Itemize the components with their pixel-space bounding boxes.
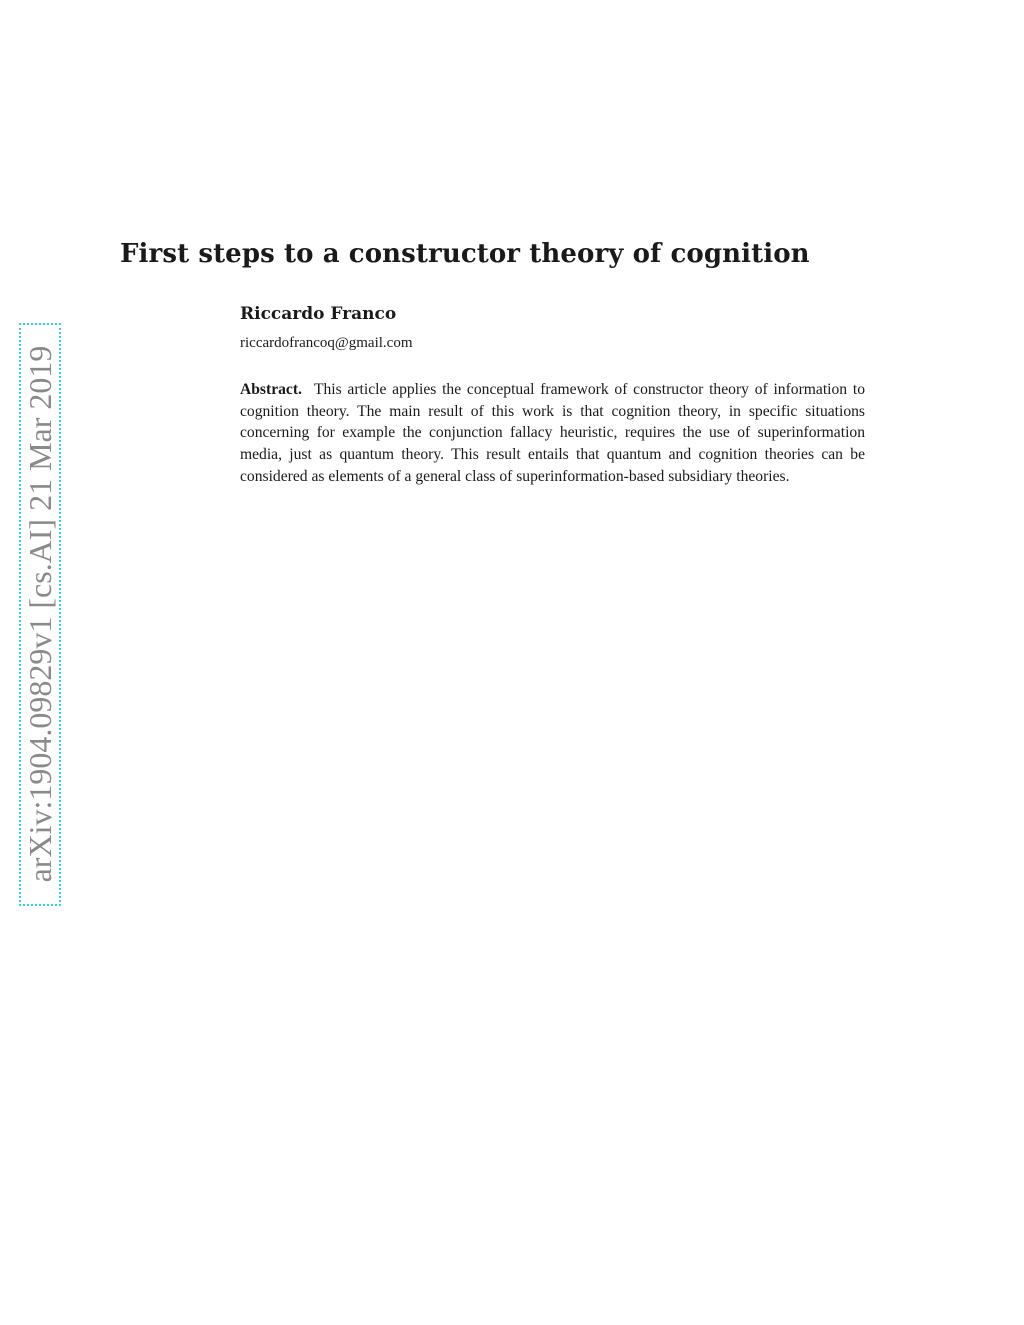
author-email: riccardofrancoq@gmail.com: [240, 335, 413, 351]
paper-title: First steps to a constructor theory of cognition: [120, 239, 810, 269]
abstract-label: Abstract.: [240, 381, 302, 398]
arxiv-identifier: arXiv:1904.09829v1 [cs.AI] 21 Mar 2019: [22, 345, 58, 883]
abstract: [240, 379, 865, 488]
abstract-text: This article applies the conceptual framework of constructor theory of information to cognition theory. The main result of this work is that cognition theory, in specific situations concerning for example the conjunction fallacy heuristic, requires the use of superinformation media, just as quantum theory. This result entails that quantum and cognition theories can be considered as elements of a general class of superinformation-based subsidiary theories.: [240, 381, 865, 485]
author-name: Riccardo Franco: [240, 304, 397, 324]
